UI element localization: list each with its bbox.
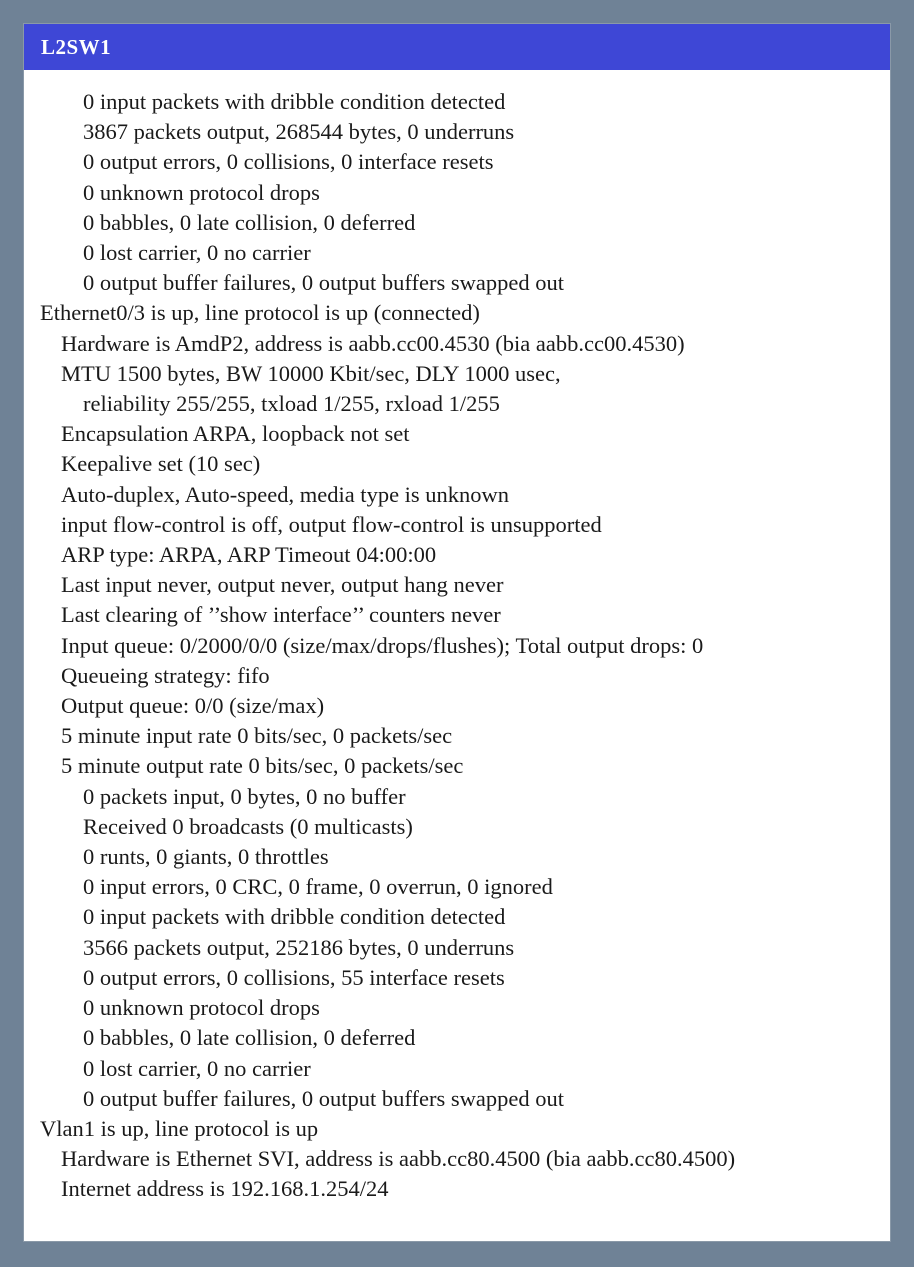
terminal-window <box>23 23 891 1242</box>
output-line: 0 unknown protocol drops <box>83 179 320 205</box>
output-line: 0 lost carrier, 0 no carrier <box>83 240 311 266</box>
output-line: input flow-control is off, output flow-control is unsupported <box>61 511 602 537</box>
output-line: Received 0 broadcasts (0 multicasts) <box>83 813 413 839</box>
output-line: 0 input errors, 0 CRC, 0 frame, 0 overrun, 0 ignored <box>83 874 553 900</box>
output-line: 0 runts, 0 giants, 0 throttles <box>83 844 329 870</box>
output-line: 3566 packets output, 252186 bytes, 0 underruns <box>83 934 515 960</box>
output-line: 0 babbles, 0 late collision, 0 deferred <box>83 209 416 235</box>
output-line: Internet address is 192.168.1.254/24 <box>61 1176 389 1202</box>
terminal-output <box>40 87 880 1205</box>
output-line: Hardware is Ethernet SVI, address is aabb.cc80.4500 (bia aabb.cc80.4500) <box>61 1146 736 1172</box>
output-line: 0 output buffer failures, 0 output buffers swapped out <box>83 1085 564 1111</box>
output-line: ARP type: ARPA, ARP Timeout 04:00:00 <box>61 542 437 568</box>
output-line: 0 output errors, 0 collisions, 55 interface resets <box>83 964 505 990</box>
output-line: MTU 1500 bytes, BW 10000 Kbit/sec, DLY 1000 usec, <box>61 360 561 386</box>
output-line: Keepalive set (10 sec) <box>61 451 261 477</box>
title-bar <box>24 24 890 70</box>
output-line: 0 input packets with dribble condition detected <box>83 904 506 930</box>
output-line: 0 output errors, 0 collisions, 0 interface resets <box>83 149 494 175</box>
output-line: 5 minute input rate 0 bits/sec, 0 packets/sec <box>61 723 453 749</box>
output-line: 0 babbles, 0 late collision, 0 deferred <box>83 1025 416 1051</box>
output-line: Output queue: 0/0 (size/max) <box>61 693 325 719</box>
output-line: Input queue: 0/2000/0/0 (size/max/drops/flushes); Total output drops: 0 <box>61 632 704 658</box>
output-line: 5 minute output rate 0 bits/sec, 0 packets/sec <box>61 753 464 779</box>
output-line: 0 input packets with dribble condition detected <box>83 89 506 114</box>
output-line: 0 unknown protocol drops <box>83 995 320 1021</box>
output-line: 3867 packets output, 268544 bytes, 0 underruns <box>83 119 515 145</box>
output-line: Queueing strategy: fifo <box>61 662 270 688</box>
output-line: reliability 255/255, txload 1/255, rxload 1/255 <box>83 391 500 417</box>
output-line: Encapsulation ARPA, loopback not set <box>61 421 410 447</box>
output-line: 0 output buffer failures, 0 output buffers swapped out <box>83 270 564 296</box>
output-line: Last input never, output never, output hang never <box>61 572 504 598</box>
output-line: 0 lost carrier, 0 no carrier <box>83 1055 311 1081</box>
window-title: L2SW1 <box>41 34 112 59</box>
output-line: Auto-duplex, Auto-speed, media type is unknown <box>61 481 510 507</box>
output-line: 0 packets input, 0 bytes, 0 no buffer <box>83 783 406 809</box>
output-line: Vlan1 is up, line protocol is up <box>40 1115 319 1141</box>
output-line: Ethernet0/3 is up, line protocol is up (connected) <box>40 300 480 326</box>
output-line: Last clearing of ’’show interface’’ counters never <box>61 602 501 628</box>
output-line: Hardware is AmdP2, address is aabb.cc00.4530 (bia aabb.cc00.4530) <box>61 330 685 356</box>
